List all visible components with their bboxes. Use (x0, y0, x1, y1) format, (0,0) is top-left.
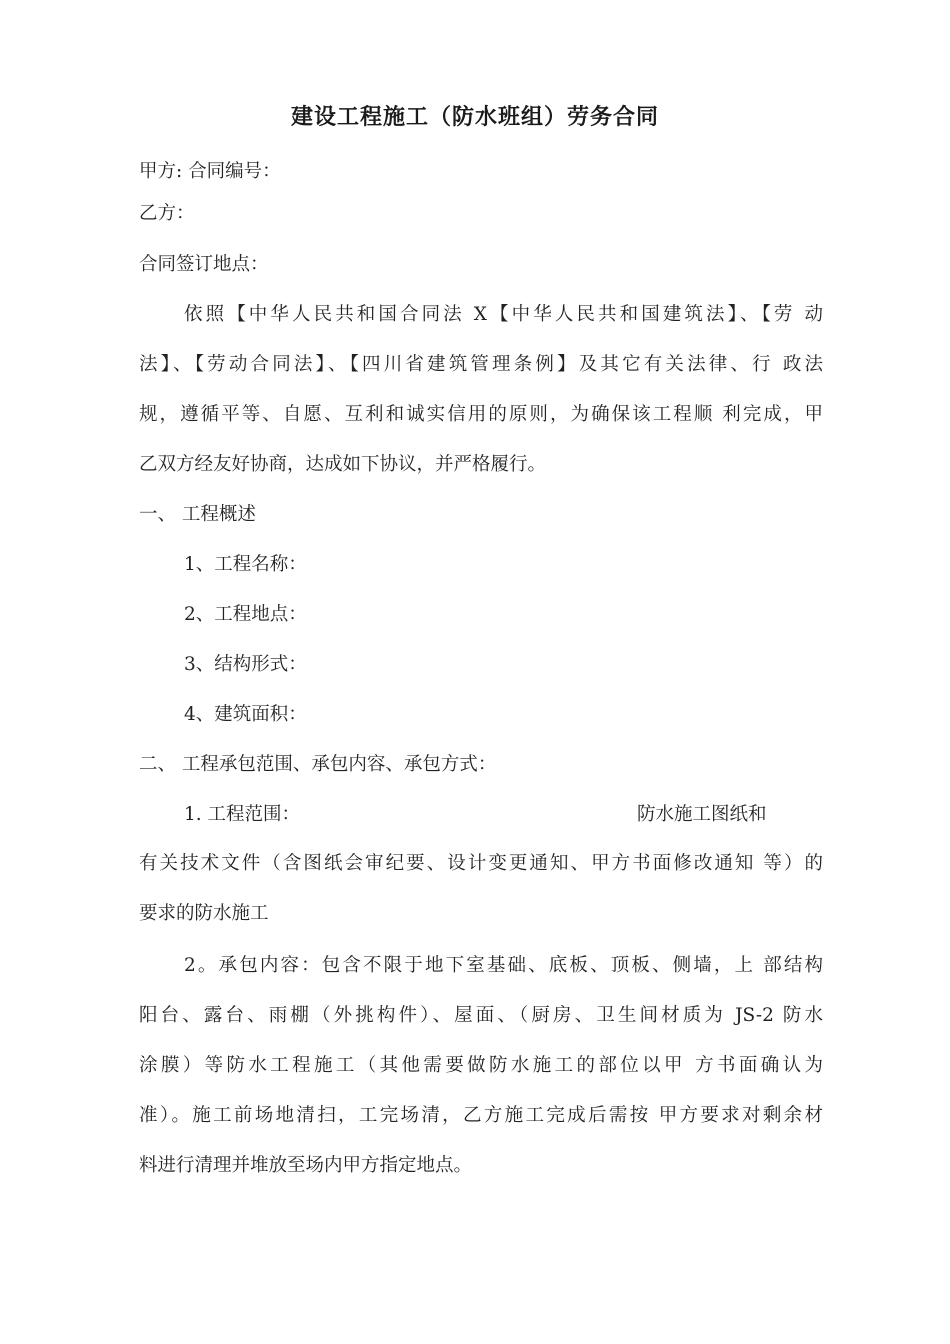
intro-line: 乙双方经友好协商，达成如下协议，并严格履行。 (139, 454, 547, 475)
content-line: 料进行清理并堆放至场内甲方指定地点。 (139, 1155, 473, 1176)
sign-place-line: 合同签订地点： (139, 254, 269, 275)
document-title: 建设工程施工（防水班组）劳务合同 (290, 105, 659, 130)
content-line: 2。承包内容：包含不限于地下室基础、底板、顶板、侧墙，上 部结构 (184, 955, 823, 976)
intro-line: 规，遵循平等、自愿、互利和诚实信用的原则，为确保该工程顺 利完成，甲 (139, 404, 823, 425)
scope-line: 有关技术文件（含图纸会审纪要、设计变更通知、甲方书面修改通知 等）的 (139, 853, 823, 874)
content-line: 阳台、露台、雨棚（外挑构件）、屋面、（厨房、卫生间材质为 JS-2 防水 (139, 1005, 823, 1026)
intro-line: 依照【中华人民共和国合同法 X【中华人民共和国建筑法】、【劳 动 (184, 304, 823, 325)
intro-paragraph (139, 290, 823, 490)
section-1-item: 4、建筑面积： (184, 704, 307, 725)
section-1-item: 1、工程名称： (184, 554, 307, 575)
scope-paragraph (139, 839, 823, 939)
scope-label: 1. 工程范围： (184, 804, 301, 825)
party-b-line: 乙方： (139, 203, 195, 224)
content-paragraph (139, 941, 823, 1191)
party-a-line: 甲方: 合同编号： (139, 161, 281, 182)
scope-line: 要求的防水施工 (139, 903, 269, 924)
content-line: 准）。施工前场地清扫，工完场清，乙方施工完成后需按 甲方要求对剩余材 (139, 1105, 823, 1126)
section-1-heading: 一、 工程概述 (139, 504, 256, 525)
intro-line: 法】、【劳动合同法】、【四川省建筑管理条例】及其它有关法律、行 政法 (139, 354, 823, 375)
content-line: 涂膜）等防水工程施工（其他需要做防水施工的部位以甲 方书面确认为 (139, 1055, 823, 1076)
section-1-item: 3、结构形式： (184, 654, 307, 675)
section-1-item: 2、工程地点： (184, 604, 307, 625)
section-2-heading: 二、 工程承包范围、承包内容、承包方式： (139, 754, 497, 775)
scope-right-text: 防水施工图纸和 (637, 804, 767, 825)
